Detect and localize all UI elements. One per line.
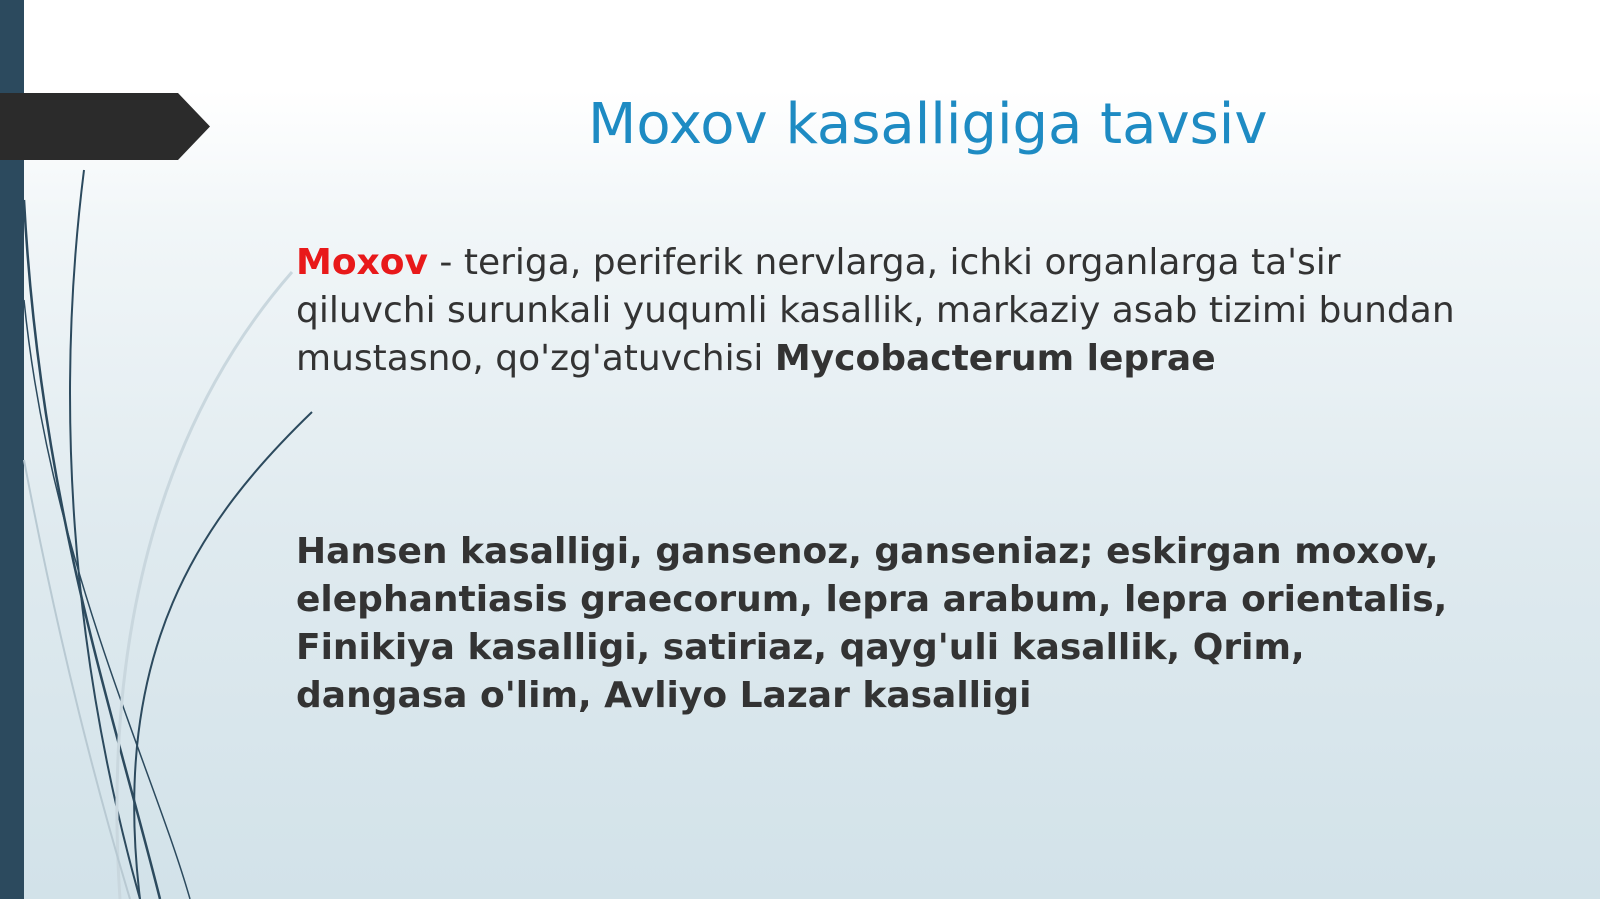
title-arrow-marker [0, 93, 210, 160]
slide-title: Moxov kasalligiga tavsiv [588, 92, 1268, 157]
definition-paragraph [296, 239, 1466, 383]
definition-text: - teriga, periferik nervlarga, ichki organlarga ta'sir qiluvchi surunkali yuqumli kasallik, markaziy asab tizimi bundan mustasno, qo'zg'atuvchisi [296, 242, 1455, 379]
synonyms-paragraph: Hansen kasalligi, gansenoz, ganseniaz; eskirgan moxov, elephantiasis graecorum, lepra arabum, lepra orientalis, Finikiya kasalligi, satiriaz, qayg'uli kasallik, Qrim, dangasa o'lim, Avliyo Lazar kasalligi [296, 531, 1448, 716]
pathogen-name: Mycobacterum leprae [774, 338, 1216, 379]
term-highlight: Moxov [296, 242, 428, 283]
